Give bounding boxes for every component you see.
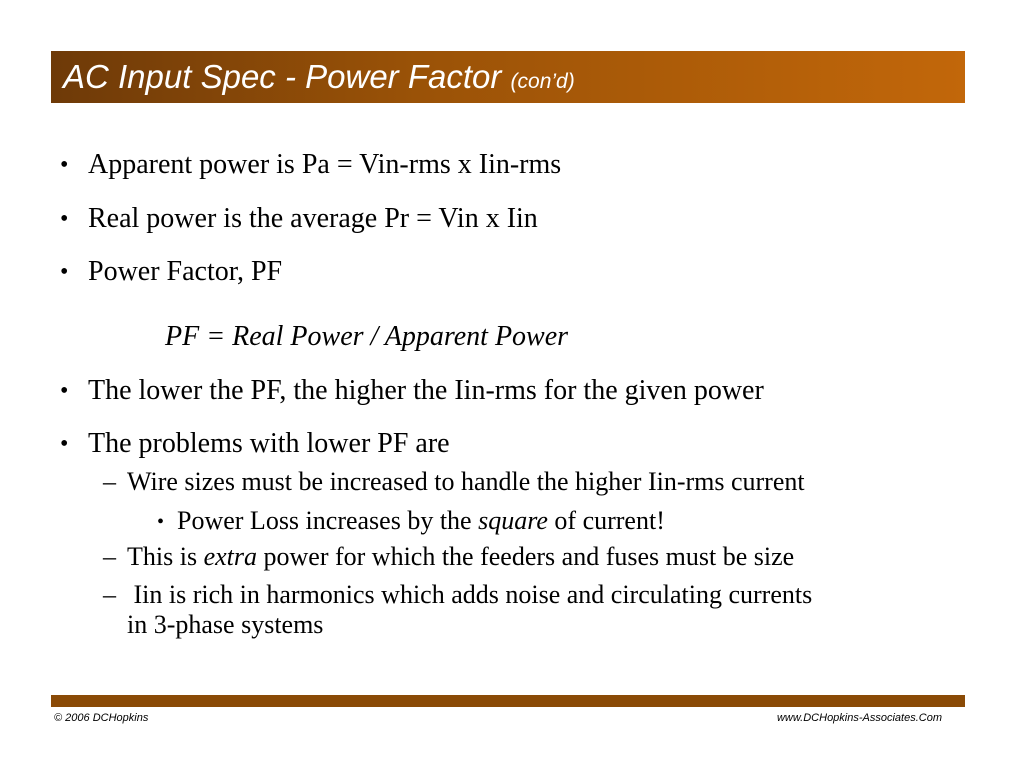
bullet-icon: • [60,206,69,232]
power-loss-text: Power Loss increases by the [177,506,479,535]
dash-icon: – [103,580,116,609]
power-loss-text-end: of current! [547,506,665,535]
slide-title-main: AC Input Spec - Power Factor [63,58,511,95]
bullet-problems: The problems with lower PF are [88,428,450,459]
sub-item-harmonics-line2: in 3-phase systems [127,610,324,639]
bullet-apparent-power: Apparent power is Pa = Vin-rms x Iin-rms [88,149,562,180]
dash-icon: – [103,542,116,571]
sub-item-power-loss [177,506,665,536]
bullet-icon: • [60,378,69,404]
dash-icon: – [103,467,116,496]
sub-item-harmonics-line1: Iin is rich in harmonics which adds noise and circulating currents [127,580,813,609]
slide-title-sub: (con’d) [510,70,575,93]
bullet-icon: • [60,152,69,178]
bullet-icon: • [60,259,69,285]
bullet-icon: • [60,431,69,457]
footer-bar [51,695,965,707]
extra-power-emphasis: extra [203,542,257,571]
sub-bullet-icon: • [157,511,165,533]
pf-formula: PF = Real Power / Apparent Power [165,321,569,352]
bullet-lower-pf: The lower the PF, the higher the Iin-rms for the given power [88,375,764,406]
extra-power-text-end: power for which the feeders and fuses must be size [257,542,795,571]
sub-item-extra-power [127,542,794,572]
bullet-power-factor: Power Factor, PF [88,256,283,287]
power-loss-emphasis: square [478,506,548,535]
footer-copyright: © 2006 DCHopkins [54,712,149,724]
bullet-real-power: Real power is the average Pr = Vin x Iin [88,203,538,234]
sub-item-wire-sizes: Wire sizes must be increased to handle the higher Iin-rms current [127,467,805,496]
footer-website: www.DCHopkins-Associates.Com [776,712,942,724]
extra-power-text: This is [127,542,204,571]
